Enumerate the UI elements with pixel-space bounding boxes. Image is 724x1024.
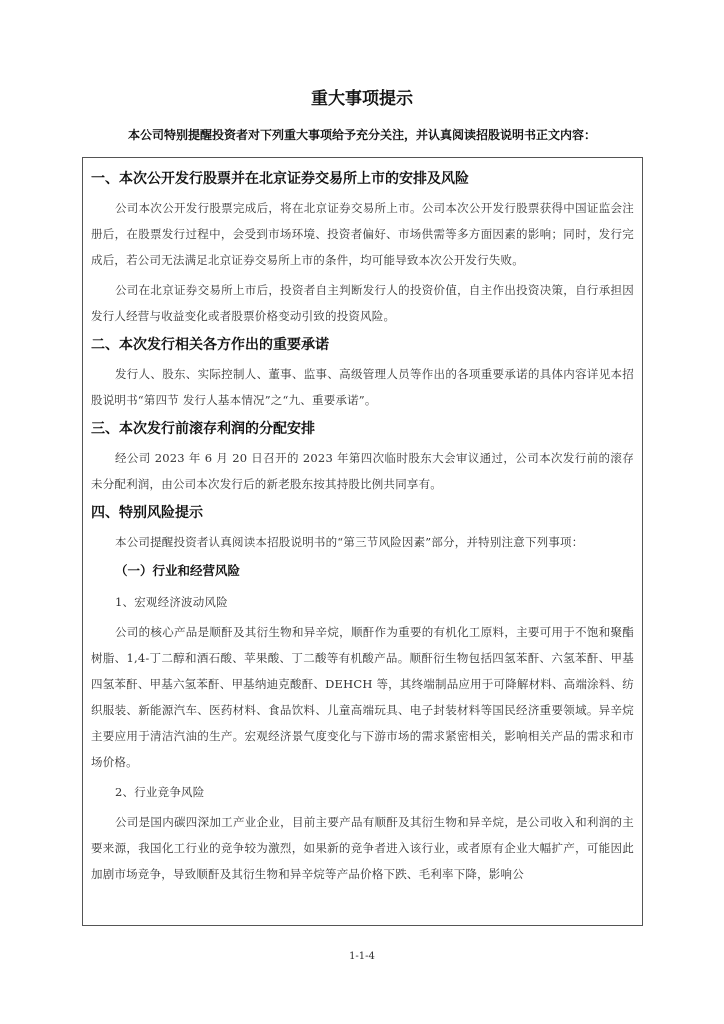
section-heading-risk-warning: 四、特别风险提示 — [91, 505, 203, 521]
intro-note: 本公司特别提醒投资者对下列重大事项给予充分关注，并认真阅读招股说明书正文内容： — [127, 128, 596, 142]
risk-item-text: 公司是国内碳四深加工产业企业，目前主要产品有顺酐及其衍生物和异辛烷，是公司收入和利润的主要来源，我国化工行业的竞争较为激烈，如果新的竞争者进入该行业，或者原有企业大幅扩产，可能因此加剧市场竞争，导致顺酐及其衍生物和异辛烷等产品价格下跌、毛利率下降，影响公 — [91, 815, 634, 881]
risk-item-title: 2、行业竞争风险 — [115, 785, 205, 799]
section-heading-listing-risk: 一、本次公开发行股票并在北京证券交易所上市的安排及风险 — [91, 171, 469, 187]
sub-heading-industry-risk: （一）行业和经营风险 — [115, 563, 241, 578]
paragraph: 本公司提醒投资者认真阅读本招股说明书的“第三节风险因素”部分，并特别注意下列事项： — [115, 535, 584, 549]
section-heading-commitments: 二、本次发行相关各方作出的重要承诺 — [91, 337, 329, 353]
risk-item-title: 1、宏观经济波动风险 — [115, 595, 228, 609]
paragraph: 公司本次公开发行股票完成后，将在北京证券交易所上市。公司本次公开发行股票获得中国证监会注册后，在股票发行过程中，会受到市场环境、投资者偏好、市场供需等多方面因素的影响；同时，发行完成后，若公司无法满足北京证券交易所上市的条件，均可能导致本次公开发行失败。 — [91, 201, 634, 267]
paragraph: 发行人、股东、实际控制人、董事、监事、高级管理人员等作出的各项重要承诺的具体内容详见本招股说明书“第四节 发行人基本情况”之“九、重要承诺”。 — [91, 367, 634, 407]
risk-item-text: 公司的核心产品是顺酐及其衍生物和异辛烷，顺酐作为重要的有机化工原料，主要可用于不饱和聚酯树脂、1,4-丁二醇和酒石酸、苹果酸、丁二酸等有机酸产品。顺酐衍生物包括四氢苯酐、六氢苯酐、甲基四氢苯酐、甲基六氢苯酐、甲基纳迪克酸酐、DEHCH 等，其终端制品应用于可降解材料、高端涂料、纺织服装、新能源汽车、医药材料、食品饮料、儿童高端玩具、电子封装材料等国民经济重要领域。异辛烷主要应用于清洁汽油的生产。宏观经济景气度变化与下游市场的需求紧密相关，影响相关产品的需求和市场价格。 — [91, 625, 634, 769]
page-number: 1-1-4 — [349, 951, 375, 962]
paragraph: 经公司 2023 年 6 月 20 日召开的 2023 年第四次临时股东大会审议通过，公司本次发行前的滚存未分配利润，由公司本次发行后的新老股东按其持股比例共同享有。 — [91, 451, 634, 491]
section-heading-profit-distribution: 三、本次发行前滚存利润的分配安排 — [91, 421, 315, 437]
paragraph: 公司在北京证券交易所上市后，投资者自主判断发行人的投资价值，自主作出投资决策，自行承担因发行人经营与收益变化或者股票价格变动引致的投资风险。 — [91, 283, 634, 323]
content-box — [82, 157, 643, 926]
page-title: 重大事项提示 — [311, 89, 413, 109]
